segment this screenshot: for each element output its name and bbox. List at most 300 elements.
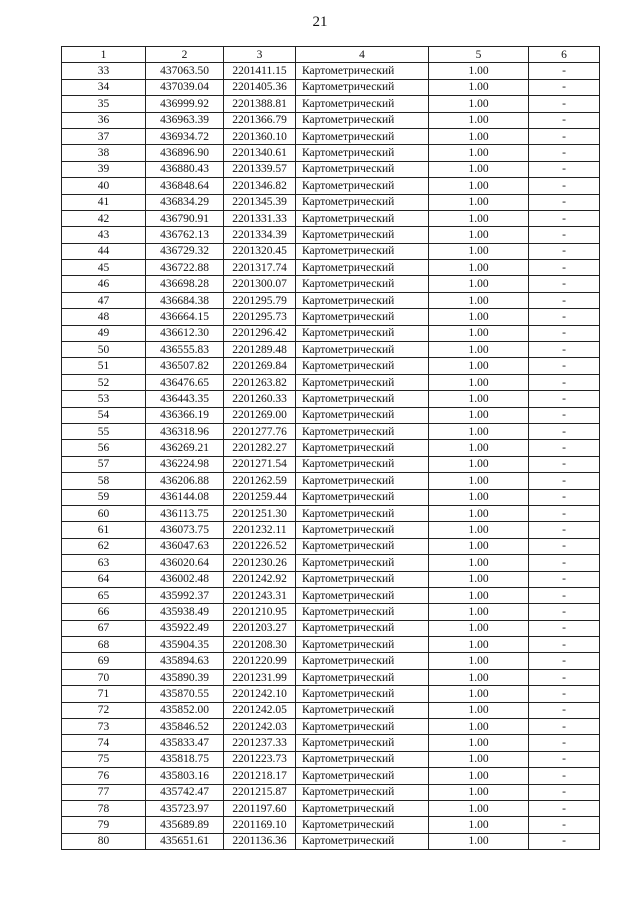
x-coordinate-cell: 436684.38: [146, 292, 224, 308]
table-row: [62, 489, 600, 505]
point-number-cell: 42: [62, 210, 146, 226]
table-row: [62, 342, 600, 358]
page-number: 21: [312, 14, 328, 30]
table-row: [62, 276, 600, 292]
method-cell: Картометрический: [296, 243, 429, 259]
point-number-cell: 70: [62, 669, 146, 685]
y-coordinate-cell: 2201346.82: [224, 178, 296, 194]
description-cell: -: [529, 145, 600, 161]
table-row: [62, 292, 600, 308]
table-row: [62, 325, 600, 341]
table-row: [62, 178, 600, 194]
y-coordinate-cell: 2201334.39: [224, 227, 296, 243]
description-cell: -: [529, 96, 600, 112]
y-coordinate-cell: 2201296.42: [224, 325, 296, 341]
method-cell: Картометрический: [296, 571, 429, 587]
method-cell: Картометрический: [296, 407, 429, 423]
description-cell: -: [529, 686, 600, 702]
point-number-cell: 65: [62, 587, 146, 603]
header-row: [62, 47, 600, 63]
point-number-cell: 35: [62, 96, 146, 112]
accuracy-cell: 1.00: [429, 276, 529, 292]
point-number-cell: 40: [62, 178, 146, 194]
table-row: [62, 768, 600, 784]
table-row: [62, 63, 600, 79]
accuracy-cell: 1.00: [429, 735, 529, 751]
x-coordinate-cell: 436073.75: [146, 522, 224, 538]
y-coordinate-cell: 2201220.99: [224, 653, 296, 669]
method-cell: Картометрический: [296, 210, 429, 226]
x-coordinate-cell: 436722.88: [146, 260, 224, 276]
accuracy-cell: 1.00: [429, 637, 529, 653]
accuracy-cell: 1.00: [429, 194, 529, 210]
y-coordinate-cell: 2201210.95: [224, 604, 296, 620]
accuracy-cell: 1.00: [429, 342, 529, 358]
description-cell: -: [529, 719, 600, 735]
description-cell: -: [529, 358, 600, 374]
point-number-cell: 55: [62, 423, 146, 439]
description-cell: -: [529, 440, 600, 456]
y-coordinate-cell: 2201269.00: [224, 407, 296, 423]
column-header-y-coordinate: 3: [224, 47, 296, 63]
method-cell: Картометрический: [296, 620, 429, 636]
accuracy-cell: 1.00: [429, 571, 529, 587]
point-number-cell: 38: [62, 145, 146, 161]
y-coordinate-cell: 2201251.30: [224, 505, 296, 521]
method-cell: Картометрический: [296, 292, 429, 308]
y-coordinate-cell: 2201215.87: [224, 784, 296, 800]
accuracy-cell: 1.00: [429, 178, 529, 194]
table-row: [62, 522, 600, 538]
accuracy-cell: 1.00: [429, 128, 529, 144]
table-row: [62, 112, 600, 128]
table-row: [62, 423, 600, 439]
point-number-cell: 36: [62, 112, 146, 128]
table-row: [62, 587, 600, 603]
accuracy-cell: 1.00: [429, 260, 529, 276]
y-coordinate-cell: 2201277.76: [224, 423, 296, 439]
point-number-cell: 72: [62, 702, 146, 718]
accuracy-cell: 1.00: [429, 604, 529, 620]
method-cell: Картометрический: [296, 604, 429, 620]
method-cell: Картометрический: [296, 145, 429, 161]
point-number-cell: 52: [62, 374, 146, 390]
y-coordinate-cell: 2201300.07: [224, 276, 296, 292]
table-row: [62, 358, 600, 374]
accuracy-cell: 1.00: [429, 456, 529, 472]
x-coordinate-cell: 435723.97: [146, 800, 224, 816]
method-cell: Картометрический: [296, 63, 429, 79]
method-cell: Картометрический: [296, 719, 429, 735]
x-coordinate-cell: 435894.63: [146, 653, 224, 669]
method-cell: Картометрический: [296, 768, 429, 784]
description-cell: -: [529, 374, 600, 390]
description-cell: -: [529, 407, 600, 423]
accuracy-cell: 1.00: [429, 817, 529, 833]
description-cell: -: [529, 505, 600, 521]
method-cell: Картометрический: [296, 637, 429, 653]
description-cell: -: [529, 587, 600, 603]
accuracy-cell: 1.00: [429, 391, 529, 407]
x-coordinate-cell: 435992.37: [146, 587, 224, 603]
method-cell: Картометрический: [296, 325, 429, 341]
method-cell: Картометрический: [296, 309, 429, 325]
accuracy-cell: 1.00: [429, 374, 529, 390]
y-coordinate-cell: 2201223.73: [224, 751, 296, 767]
method-cell: Картометрический: [296, 342, 429, 358]
table-row: [62, 210, 600, 226]
y-coordinate-cell: 2201208.30: [224, 637, 296, 653]
table-row: [62, 79, 600, 95]
table-row: [62, 538, 600, 554]
point-number-cell: 58: [62, 473, 146, 489]
description-cell: -: [529, 292, 600, 308]
method-cell: Картометрический: [296, 751, 429, 767]
point-number-cell: 77: [62, 784, 146, 800]
y-coordinate-cell: 2201237.33: [224, 735, 296, 751]
accuracy-cell: 1.00: [429, 325, 529, 341]
x-coordinate-cell: 435938.49: [146, 604, 224, 620]
x-coordinate-cell: 436144.08: [146, 489, 224, 505]
point-number-cell: 73: [62, 719, 146, 735]
method-cell: Картометрический: [296, 473, 429, 489]
point-number-cell: 66: [62, 604, 146, 620]
accuracy-cell: 1.00: [429, 243, 529, 259]
table-row: [62, 194, 600, 210]
description-cell: -: [529, 178, 600, 194]
y-coordinate-cell: 2201411.15: [224, 63, 296, 79]
method-cell: Картометрический: [296, 653, 429, 669]
method-cell: Картометрический: [296, 669, 429, 685]
accuracy-cell: 1.00: [429, 768, 529, 784]
y-coordinate-cell: 2201345.39: [224, 194, 296, 210]
point-number-cell: 60: [62, 505, 146, 521]
x-coordinate-cell: 436880.43: [146, 161, 224, 177]
point-number-cell: 62: [62, 538, 146, 554]
method-cell: Картометрический: [296, 440, 429, 456]
description-cell: -: [529, 833, 600, 849]
table-row: [62, 96, 600, 112]
x-coordinate-cell: 436790.91: [146, 210, 224, 226]
y-coordinate-cell: 2201197.60: [224, 800, 296, 816]
table-row: [62, 555, 600, 571]
y-coordinate-cell: 2201226.52: [224, 538, 296, 554]
y-coordinate-cell: 2201218.17: [224, 768, 296, 784]
point-number-cell: 76: [62, 768, 146, 784]
description-cell: -: [529, 669, 600, 685]
x-coordinate-cell: 436507.82: [146, 358, 224, 374]
table-row: [62, 833, 600, 849]
x-coordinate-cell: 436113.75: [146, 505, 224, 521]
x-coordinate-cell: 435904.35: [146, 637, 224, 653]
table-row: [62, 473, 600, 489]
x-coordinate-cell: 436206.88: [146, 473, 224, 489]
point-number-cell: 74: [62, 735, 146, 751]
x-coordinate-cell: 436224.98: [146, 456, 224, 472]
x-coordinate-cell: 435689.89: [146, 817, 224, 833]
y-coordinate-cell: 2201169.10: [224, 817, 296, 833]
method-cell: Картометрический: [296, 374, 429, 390]
accuracy-cell: 1.00: [429, 505, 529, 521]
table-header: [62, 47, 600, 63]
method-cell: Картометрический: [296, 702, 429, 718]
method-cell: Картометрический: [296, 391, 429, 407]
x-coordinate-cell: 436476.65: [146, 374, 224, 390]
description-cell: -: [529, 210, 600, 226]
x-coordinate-cell: 436999.92: [146, 96, 224, 112]
table-row: [62, 309, 600, 325]
table-row: [62, 145, 600, 161]
point-number-cell: 39: [62, 161, 146, 177]
point-number-cell: 34: [62, 79, 146, 95]
accuracy-cell: 1.00: [429, 522, 529, 538]
accuracy-cell: 1.00: [429, 555, 529, 571]
table-row: [62, 440, 600, 456]
method-cell: Картометрический: [296, 96, 429, 112]
x-coordinate-cell: 435846.52: [146, 719, 224, 735]
x-coordinate-cell: 435922.49: [146, 620, 224, 636]
accuracy-cell: 1.00: [429, 96, 529, 112]
description-cell: -: [529, 243, 600, 259]
column-header-description: 6: [529, 47, 600, 63]
y-coordinate-cell: 2201242.92: [224, 571, 296, 587]
method-cell: Картометрический: [296, 833, 429, 849]
description-cell: -: [529, 489, 600, 505]
x-coordinate-cell: 436698.28: [146, 276, 224, 292]
y-coordinate-cell: 2201242.03: [224, 719, 296, 735]
table-row: [62, 260, 600, 276]
table-row: [62, 620, 600, 636]
description-cell: -: [529, 751, 600, 767]
y-coordinate-cell: 2201230.26: [224, 555, 296, 571]
description-cell: -: [529, 653, 600, 669]
point-number-cell: 50: [62, 342, 146, 358]
y-coordinate-cell: 2201259.44: [224, 489, 296, 505]
accuracy-cell: 1.00: [429, 309, 529, 325]
method-cell: Картометрический: [296, 800, 429, 816]
accuracy-cell: 1.00: [429, 702, 529, 718]
accuracy-cell: 1.00: [429, 161, 529, 177]
y-coordinate-cell: 2201203.27: [224, 620, 296, 636]
x-coordinate-cell: 435890.39: [146, 669, 224, 685]
y-coordinate-cell: 2201366.79: [224, 112, 296, 128]
point-number-cell: 59: [62, 489, 146, 505]
accuracy-cell: 1.00: [429, 112, 529, 128]
x-coordinate-cell: 436664.15: [146, 309, 224, 325]
accuracy-cell: 1.00: [429, 489, 529, 505]
accuracy-cell: 1.00: [429, 538, 529, 554]
table-row: [62, 407, 600, 423]
y-coordinate-cell: 2201320.45: [224, 243, 296, 259]
accuracy-cell: 1.00: [429, 686, 529, 702]
method-cell: Картометрический: [296, 555, 429, 571]
y-coordinate-cell: 2201339.57: [224, 161, 296, 177]
accuracy-cell: 1.00: [429, 292, 529, 308]
table-row: [62, 161, 600, 177]
x-coordinate-cell: 435870.55: [146, 686, 224, 702]
y-coordinate-cell: 2201262.59: [224, 473, 296, 489]
method-cell: Картометрический: [296, 784, 429, 800]
description-cell: -: [529, 276, 600, 292]
accuracy-cell: 1.00: [429, 751, 529, 767]
y-coordinate-cell: 2201271.54: [224, 456, 296, 472]
table-row: [62, 227, 600, 243]
description-cell: -: [529, 423, 600, 439]
description-cell: -: [529, 604, 600, 620]
description-cell: -: [529, 309, 600, 325]
accuracy-cell: 1.00: [429, 210, 529, 226]
y-coordinate-cell: 2201340.61: [224, 145, 296, 161]
point-number-cell: 53: [62, 391, 146, 407]
accuracy-cell: 1.00: [429, 719, 529, 735]
y-coordinate-cell: 2201360.10: [224, 128, 296, 144]
point-number-cell: 57: [62, 456, 146, 472]
accuracy-cell: 1.00: [429, 800, 529, 816]
y-coordinate-cell: 2201295.79: [224, 292, 296, 308]
x-coordinate-cell: 435818.75: [146, 751, 224, 767]
x-coordinate-cell: 436318.96: [146, 423, 224, 439]
y-coordinate-cell: 2201243.31: [224, 587, 296, 603]
column-header-point-number: 1: [62, 47, 146, 63]
table-row: [62, 456, 600, 472]
method-cell: Картометрический: [296, 686, 429, 702]
method-cell: Картометрический: [296, 178, 429, 194]
accuracy-cell: 1.00: [429, 653, 529, 669]
x-coordinate-cell: 436963.39: [146, 112, 224, 128]
y-coordinate-cell: 2201263.82: [224, 374, 296, 390]
x-coordinate-cell: 436848.64: [146, 178, 224, 194]
x-coordinate-cell: 436020.64: [146, 555, 224, 571]
x-coordinate-cell: 435833.47: [146, 735, 224, 751]
point-number-cell: 47: [62, 292, 146, 308]
column-header-x-coordinate: 2: [146, 47, 224, 63]
method-cell: Картометрический: [296, 423, 429, 439]
table-row: [62, 669, 600, 685]
table-row: [62, 374, 600, 390]
y-coordinate-cell: 2201289.48: [224, 342, 296, 358]
y-coordinate-cell: 2201232.11: [224, 522, 296, 538]
description-cell: -: [529, 79, 600, 95]
x-coordinate-cell: 436834.29: [146, 194, 224, 210]
accuracy-cell: 1.00: [429, 423, 529, 439]
x-coordinate-cell: 436612.30: [146, 325, 224, 341]
table-row: [62, 800, 600, 816]
x-coordinate-cell: 436934.72: [146, 128, 224, 144]
point-number-cell: 78: [62, 800, 146, 816]
description-cell: -: [529, 473, 600, 489]
accuracy-cell: 1.00: [429, 669, 529, 685]
accuracy-cell: 1.00: [429, 440, 529, 456]
coordinates-table: [61, 46, 600, 850]
description-cell: -: [529, 555, 600, 571]
point-number-cell: 61: [62, 522, 146, 538]
method-cell: Картометрический: [296, 358, 429, 374]
point-number-cell: 71: [62, 686, 146, 702]
point-number-cell: 56: [62, 440, 146, 456]
accuracy-cell: 1.00: [429, 473, 529, 489]
point-number-cell: 49: [62, 325, 146, 341]
point-number-cell: 67: [62, 620, 146, 636]
x-coordinate-cell: 435803.16: [146, 768, 224, 784]
y-coordinate-cell: 2201242.05: [224, 702, 296, 718]
point-number-cell: 68: [62, 637, 146, 653]
description-cell: -: [529, 637, 600, 653]
x-coordinate-cell: 435742.47: [146, 784, 224, 800]
description-cell: -: [529, 522, 600, 538]
x-coordinate-cell: 437063.50: [146, 63, 224, 79]
y-coordinate-cell: 2201260.33: [224, 391, 296, 407]
point-number-cell: 43: [62, 227, 146, 243]
y-coordinate-cell: 2201282.27: [224, 440, 296, 456]
point-number-cell: 44: [62, 243, 146, 259]
x-coordinate-cell: 437039.04: [146, 79, 224, 95]
description-cell: -: [529, 768, 600, 784]
description-cell: -: [529, 325, 600, 341]
description-cell: -: [529, 817, 600, 833]
point-number-cell: 51: [62, 358, 146, 374]
method-cell: Картометрический: [296, 260, 429, 276]
table-row: [62, 751, 600, 767]
x-coordinate-cell: 436047.63: [146, 538, 224, 554]
description-cell: -: [529, 260, 600, 276]
method-cell: Картометрический: [296, 128, 429, 144]
y-coordinate-cell: 2201331.33: [224, 210, 296, 226]
method-cell: Картометрический: [296, 538, 429, 554]
accuracy-cell: 1.00: [429, 358, 529, 374]
method-cell: Картометрический: [296, 456, 429, 472]
table-row: [62, 719, 600, 735]
table-row: [62, 243, 600, 259]
table-row: [62, 686, 600, 702]
x-coordinate-cell: 435852.00: [146, 702, 224, 718]
accuracy-cell: 1.00: [429, 784, 529, 800]
method-cell: Картометрический: [296, 522, 429, 538]
x-coordinate-cell: 435651.61: [146, 833, 224, 849]
description-cell: -: [529, 128, 600, 144]
method-cell: Картометрический: [296, 817, 429, 833]
point-number-cell: 48: [62, 309, 146, 325]
x-coordinate-cell: 436555.83: [146, 342, 224, 358]
description-cell: -: [529, 571, 600, 587]
point-number-cell: 75: [62, 751, 146, 767]
x-coordinate-cell: 436762.13: [146, 227, 224, 243]
x-coordinate-cell: 436896.90: [146, 145, 224, 161]
description-cell: -: [529, 112, 600, 128]
method-cell: Картометрический: [296, 194, 429, 210]
accuracy-cell: 1.00: [429, 407, 529, 423]
point-number-cell: 54: [62, 407, 146, 423]
accuracy-cell: 1.00: [429, 145, 529, 161]
y-coordinate-cell: 2201136.36: [224, 833, 296, 849]
description-cell: -: [529, 63, 600, 79]
x-coordinate-cell: 436729.32: [146, 243, 224, 259]
description-cell: -: [529, 342, 600, 358]
point-number-cell: 46: [62, 276, 146, 292]
table-row: [62, 637, 600, 653]
x-coordinate-cell: 436002.48: [146, 571, 224, 587]
method-cell: Картометрический: [296, 489, 429, 505]
description-cell: -: [529, 538, 600, 554]
accuracy-cell: 1.00: [429, 620, 529, 636]
table-row: [62, 571, 600, 587]
description-cell: -: [529, 800, 600, 816]
description-cell: -: [529, 784, 600, 800]
table-row: [62, 784, 600, 800]
y-coordinate-cell: 2201317.74: [224, 260, 296, 276]
point-number-cell: 45: [62, 260, 146, 276]
point-number-cell: 33: [62, 63, 146, 79]
accuracy-cell: 1.00: [429, 63, 529, 79]
